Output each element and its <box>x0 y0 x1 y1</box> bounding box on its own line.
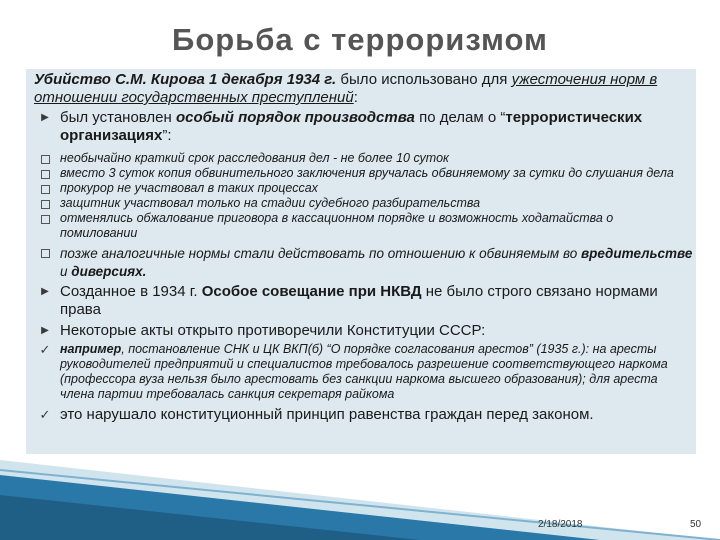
later-bold-2: диверсиях. <box>71 264 147 279</box>
square-bullet-icon <box>41 185 50 194</box>
point1-bold: террористических организациях <box>60 109 643 144</box>
example-bold: например <box>60 342 122 356</box>
later-item <box>34 245 694 281</box>
check-icon: ✓ <box>39 342 51 357</box>
later-and: и <box>60 264 72 279</box>
sub-item: вместо 3 суток копия обвинительного заключения вручалась обвиняемому за сутки до слушания дела <box>34 166 694 181</box>
point1-text1: был установлен <box>60 109 176 126</box>
point1-bold-italic: особый порядок производства <box>175 109 415 126</box>
intro-end: : <box>353 89 358 106</box>
point-1 <box>34 109 694 145</box>
later-text: позже аналогичные нормы стали действовать по отношению к обвиняемым во <box>60 246 581 261</box>
arrow-icon: ▶ <box>41 286 49 297</box>
arrow-icon: ▶ <box>41 325 49 336</box>
example-item <box>34 342 694 402</box>
arrow-icon: ▶ <box>41 112 49 123</box>
point2-text1: Созданное в 1934 г. <box>60 283 202 300</box>
page-title: Борьба с терроризмом <box>172 22 548 57</box>
page-number: 50 <box>690 519 702 530</box>
point1-text3: ”: <box>162 127 172 144</box>
corner-decoration <box>0 440 720 540</box>
later-bold-1: вредительстве <box>580 246 693 261</box>
point1-text2: по делам о “ <box>414 109 506 126</box>
conclusion-item <box>34 406 694 424</box>
example-text: , постановление СНК и ЦК ВКП(б) “О порядке согласования арестов” (1935 г.): на аресты руководителей предприятий и специалистов требовалось разрешение соответствующего наркома (профессора вуза нельзя было арестовать без санкции наркома высшего образования); для ареста члена партии требовалась санкция секретаря райкома <box>60 342 668 401</box>
sub-item: прокурор не участвовал в таких процессах <box>34 181 694 196</box>
intro-bold: Убийство С.М. Кирова 1 декабря 1934 г. <box>34 71 337 88</box>
point-2 <box>34 283 694 319</box>
footer-date: 2/18/2018 <box>538 519 583 530</box>
square-bullet-icon <box>41 155 50 164</box>
point2-text2: не было строго связано нормами права <box>60 283 658 318</box>
sub-item: защитник участвовал только на стадии судебного разбирательства <box>34 196 694 211</box>
sub-item: отменялись обжалование приговора в кассационном порядке и возможность ходатайства о помиловании <box>34 211 694 241</box>
square-bullet-icon <box>41 200 50 209</box>
point2-bold: Особое совещание при НКВД <box>201 283 422 300</box>
slide-content <box>34 71 694 424</box>
sub-item: необычайно краткий срок расследования дел - не более 10 суток <box>34 151 694 166</box>
square-bullet-icon <box>41 170 50 179</box>
point3-text: Некоторые акты открыто противоречили Конституции СССР: <box>60 322 486 339</box>
square-bullet-icon <box>41 215 50 224</box>
square-bullet-icon <box>41 249 50 258</box>
conclusion-text: это нарушало конституционный принцип равенства граждан перед законом. <box>60 406 594 423</box>
point-3 <box>34 322 694 340</box>
intro-paragraph <box>34 71 694 107</box>
intro-underlined: ужесточения норм в отношении государственных преступлений <box>34 71 658 106</box>
check-icon: ✓ <box>39 407 51 422</box>
intro-text: было использовано для <box>336 71 512 88</box>
